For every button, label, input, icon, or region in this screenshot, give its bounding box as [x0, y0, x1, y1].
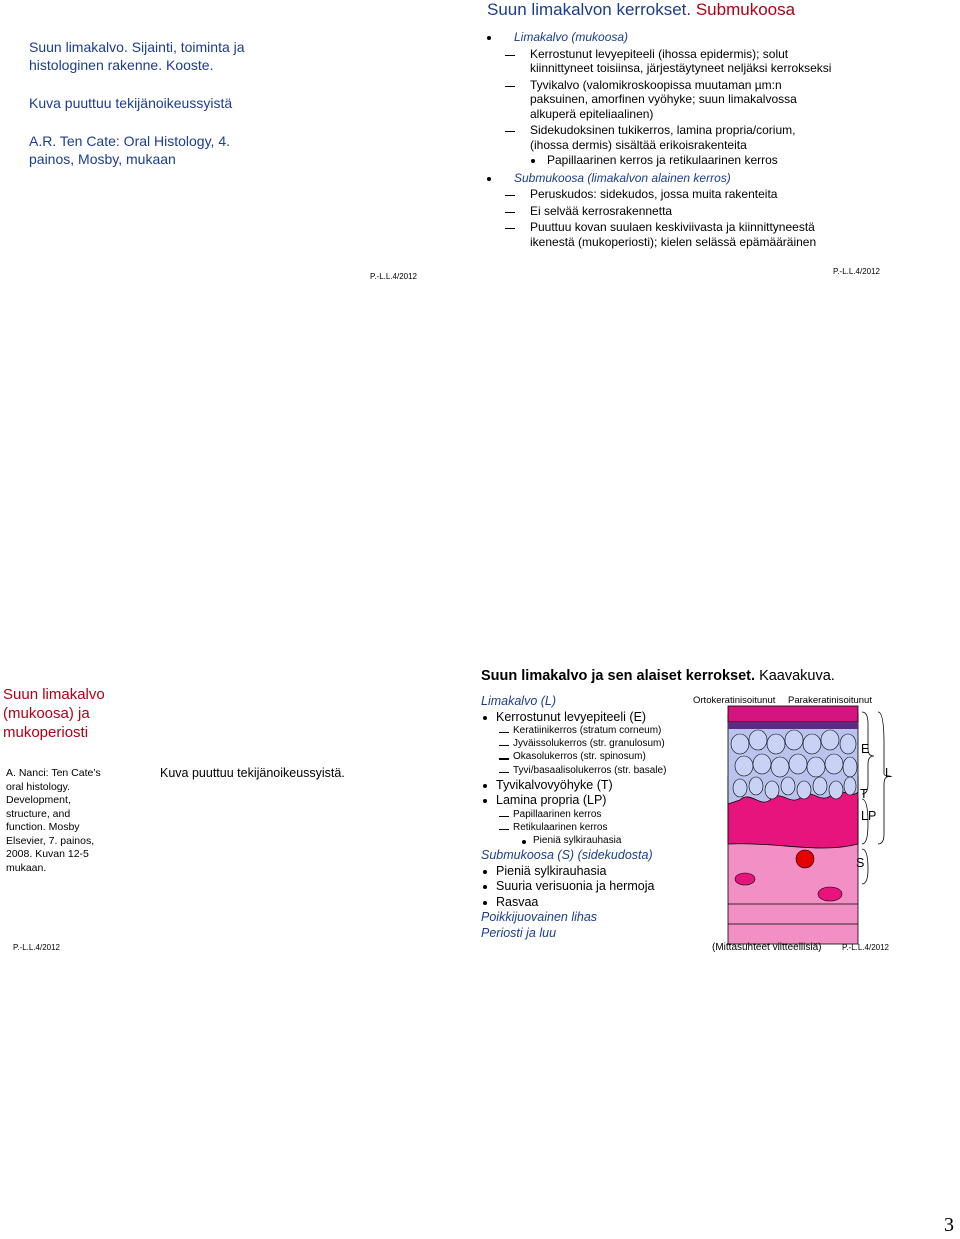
- bullet-icon: [483, 784, 487, 788]
- bullet-icon: [522, 840, 526, 844]
- slide4-footer: P.-L.L.4/2012: [842, 943, 890, 952]
- slide1-title-line1: Suun limakalvo. Sijainti, toiminta ja: [29, 39, 245, 55]
- slide1-ref-line1: A.R. Ten Cate: Oral Histology, 4.: [29, 133, 231, 149]
- slide4-item: Papillaarinen kerros: [513, 808, 602, 820]
- label-l: L: [885, 766, 892, 780]
- slide4-item: Tyvi/basaalisolukerros (str. basale): [513, 764, 667, 776]
- slide2-title-a: Suun limakalvon kerrokset.: [487, 0, 692, 19]
- slide2-item: Limakalvo (mukoosa): [514, 30, 629, 44]
- mucosa-diagram: [700, 704, 900, 949]
- bullet-icon: [483, 799, 487, 803]
- page-number: 3: [944, 1214, 954, 1236]
- slide4-item: Okasolukerros (str. spinosum): [513, 751, 646, 763]
- slide2-item: Sidekudoksinen tukikerros, lamina propria/corium,: [530, 123, 796, 137]
- slide3-missing-image: Kuva puuttuu tekijänoikeussyistä.: [160, 766, 345, 780]
- slide3-title-line3: mukoperiosti: [3, 724, 89, 741]
- slide4-item: Keratiinikerros (stratum corneum): [513, 725, 662, 736]
- label-parakeratinisoitunut: Parakeratinisoitunut: [788, 695, 872, 706]
- slide3-ref-line: function. Mosby: [6, 821, 80, 833]
- slide3-ref-line: 2008. Kuvan 12-5: [6, 848, 89, 860]
- slide1-ref-line2: painos, Mosby, mukaan: [29, 151, 176, 167]
- slide4-item: Periosti ja luu: [481, 925, 557, 940]
- slide2-item: Tyvikalvo (valomikroskoopissa muutaman µm:n: [530, 77, 782, 92]
- dash-icon: [505, 195, 515, 196]
- slide4-title-b: Kaavakuva.: [759, 668, 835, 684]
- bullet-icon: [483, 901, 487, 905]
- dash-icon: [499, 816, 509, 817]
- slide4-item: Pieniä sylkirauhasia: [533, 835, 622, 847]
- slide4-title-a: Suun limakalvo ja sen alaiset kerrokset.: [481, 668, 756, 684]
- slide2-footer: P.-L.L.4/2012: [833, 267, 881, 276]
- slide1-missing-image: Kuva puuttuu tekijänoikeussyistä: [29, 95, 233, 111]
- dash-icon: [499, 772, 509, 773]
- slide2-item: paksuinen, amorfinen vyöhyke; suun limakalvossa: [530, 92, 797, 106]
- epithelial-cells: [731, 730, 857, 799]
- dash-icon: [505, 55, 515, 56]
- bullet-icon: [483, 870, 487, 874]
- slide4-item: Pieniä sylkirauhasia: [496, 863, 607, 878]
- slide2-item: Submukoosa (limakalvon alainen kerros): [514, 170, 731, 185]
- slide3-ref-line: Development,: [6, 794, 71, 806]
- label-e: E: [861, 742, 870, 756]
- slide3-ref-line: Elsevier, 7. painos,: [6, 834, 95, 847]
- slide1-title-line2: histologinen rakenne. Kooste.: [29, 57, 214, 73]
- slide2-title-b: Submukoosa: [695, 0, 796, 19]
- slide2-item: kiinnittyneet toisiinsa, järjestäytyneet neljäksi kerrokseksi: [530, 61, 832, 75]
- bullet-icon: [483, 885, 487, 889]
- slide1-text: [29, 38, 289, 168]
- slide2-item: Puuttuu kovan suulaen keskiviivasta ja kiinnittyneestä: [530, 220, 815, 234]
- dash-icon: [499, 758, 509, 759]
- slide4-item: Limakalvo (L): [481, 694, 557, 708]
- slide2-item: Ei selvää kerrosrakennetta: [530, 203, 673, 218]
- slide3-ref-line: A. Nanci: Ten Cate’s: [6, 767, 101, 779]
- blood-vessel: [735, 873, 755, 885]
- slide3-ref-line: mukaan.: [6, 861, 47, 874]
- slide1-footer: P.-L.L.4/2012: [370, 272, 418, 281]
- slide3-reference: [6, 767, 116, 875]
- slide4-item: Suuria verisuonia ja hermoja: [496, 879, 655, 894]
- slide4-item: Rasvaa: [496, 894, 539, 909]
- slide2-item: ikenestä (mukoperiosti); kielen selässä epämääräinen: [530, 234, 817, 249]
- slide3-title-line1: Suun limakalvo: [3, 686, 105, 703]
- slide2-title: [487, 0, 795, 20]
- slide4-title: [481, 668, 835, 684]
- label-t: T: [860, 787, 868, 801]
- slide2-item: Peruskudos: sidekudos, jossa muita rakenteita: [530, 187, 778, 201]
- label-s: S: [856, 856, 865, 870]
- slide4-list: [481, 694, 711, 954]
- dash-icon: [505, 212, 515, 213]
- keratin-layer: [728, 706, 858, 722]
- slide3-ref-line: structure, and: [6, 807, 71, 820]
- slide4-item: Retikulaarinen kerros: [513, 822, 608, 833]
- bullet-icon: [483, 716, 487, 720]
- dash-icon: [505, 86, 515, 87]
- slide3-title-line2: (mukoosa) ja: [3, 705, 90, 722]
- slide4-item: Jyväissolukerros (str. granulosum): [513, 738, 665, 750]
- slide4-item: Lamina propria (LP): [496, 793, 607, 808]
- slide4-item: Poikkijuovainen lihas: [481, 910, 598, 925]
- slide3-title: [3, 685, 133, 742]
- slide4-item: Kerrostunut levyepiteeli (E): [496, 709, 647, 724]
- dash-icon: [499, 829, 509, 830]
- dash-icon: [505, 131, 515, 132]
- slide2-item: alkuperä epiteliaalinen): [530, 106, 654, 121]
- granular-layer: [728, 722, 858, 729]
- dash-icon: [499, 745, 509, 746]
- nerve: [818, 887, 842, 901]
- bullet-icon: [531, 159, 535, 163]
- slide3-ref-line: oral histology.: [6, 780, 71, 793]
- slide2-item: Kerrostunut levyepiteeli (ihossa epidermis); solut: [530, 46, 789, 61]
- dash-icon: [505, 228, 515, 229]
- slide2-item: Papillaarinen kerros ja retikulaarinen kerros: [547, 153, 778, 167]
- salivary-gland: [796, 850, 814, 868]
- label-ortokeratinisoitunut: Ortokeratinisoitunut: [693, 695, 776, 706]
- scale-note: (Mittasuhteet viitteellisiä): [712, 942, 822, 953]
- bullet-icon: [487, 177, 491, 181]
- slide4-item: Tyvikalvovyöhyke (T): [496, 777, 613, 792]
- slide2-item: (ihossa dermis) sisältää erikoisrakenteita: [530, 137, 747, 152]
- slide3-footer: P.-L.L.4/2012: [13, 943, 61, 952]
- dash-icon: [499, 732, 509, 733]
- label-lp: LP: [861, 809, 877, 823]
- slide2-list: [486, 30, 906, 265]
- slide4-item: Submukoosa (S) (sidekudosta): [481, 848, 653, 863]
- bullet-icon: [487, 36, 491, 40]
